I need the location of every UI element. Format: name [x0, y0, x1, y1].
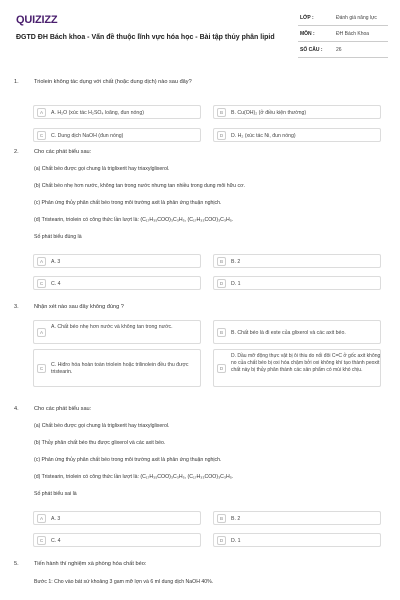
option-letter: B [217, 328, 226, 337]
option-letter: C [37, 536, 46, 545]
meta-row-class [298, 10, 388, 26]
question-number: 3. [14, 304, 19, 310]
option-text: C. Dung dịch NaOH (đun nóng) [51, 133, 124, 139]
option-text: D. H₂ (xúc tác Ni, đun nóng) [231, 133, 296, 139]
question-number: 1. [14, 79, 19, 85]
answer-option-c[interactable] [33, 349, 201, 387]
option-letter: D [217, 279, 226, 288]
answer-option-b[interactable] [213, 511, 381, 525]
answer-option-a[interactable] [33, 511, 201, 525]
option-text: C. 4 [51, 281, 61, 287]
option-letter: B [217, 514, 226, 523]
answer-option-d[interactable] [213, 276, 381, 290]
option-text: C. Hiđro hóa hoàn toàn triolein hoặc trilinolein đều thu được tristearin. [51, 362, 189, 375]
answer-option-c[interactable] [33, 533, 201, 547]
statement-c: (c) Phản ứng thủy phân chất béo trong môi trường axit là phản ứng thuận nghịch. [34, 457, 222, 463]
answer-option-c[interactable] [33, 128, 201, 142]
statement-prompt: Số phát biểu sai là [34, 491, 77, 497]
option-text: B. 2 [231, 259, 241, 265]
option-letter: C [37, 131, 46, 140]
meta-value: ĐH Bách Khoa [336, 31, 370, 37]
meta-label: SỐ CÂU : [300, 47, 323, 53]
option-text: B. 2 [231, 516, 241, 522]
question-2 [0, 149, 400, 289]
option-text: A. 3 [51, 259, 61, 265]
option-letter: B [217, 257, 226, 266]
meta-label: LỚP : [300, 15, 314, 21]
question-text: Cho các phát biểu sau: [34, 149, 92, 155]
option-letter: B [217, 108, 226, 117]
worksheet-header [0, 0, 400, 70]
statement-c: (c) Phản ứng thủy phân chất béo trong môi trường axit là phản ứng thuận nghịch. [34, 200, 222, 206]
option-letter: C [37, 279, 46, 288]
answer-option-b[interactable] [213, 320, 381, 344]
statement-prompt: Số phát biểu đúng là [34, 234, 82, 240]
option-letter: A [37, 257, 46, 266]
question-text: Nhận xét nào sau đây không đúng ? [34, 304, 124, 310]
statement-d: (d) Tristearin, triolein có công thức lần lượt là: (C₁₇H₃₅COO)₃C₃H₅, (C₁₇H₃₃COO)₃C₃H₅. [34, 217, 234, 223]
answer-option-d[interactable] [213, 349, 381, 387]
meta-value: 26 [336, 47, 342, 53]
question-4 [0, 406, 400, 546]
meta-label: MÔN : [300, 31, 315, 37]
option-text: D. 1 [231, 538, 241, 544]
statement-b: (b) Chất béo nhẹ hơn nước, không tan trong nước nhưng tan nhiều trong dung môi hữu cơ. [34, 183, 245, 189]
option-letter: D [217, 131, 226, 140]
option-letter: D [217, 364, 226, 373]
option-text: D. Dầu mỡ động thực vật bị ôi thiu do nối đôi C=C ở gốc axit không no của chất béo bị oxi hóa chậm bởi oxi không khí tạo thành peoxit chất này bị thủy phân thành các sản phẩm có mùi khó chịu. [231, 353, 381, 373]
worksheet-meta [298, 10, 388, 58]
option-letter: D [217, 536, 226, 545]
answer-option-a[interactable] [33, 105, 201, 119]
option-text: B. Cu(OH)₂ (ở điều kiện thường) [231, 110, 307, 116]
option-text: A. Chất béo nhẹ hơn nước và không tan trong nước. [51, 324, 173, 330]
meta-row-subject [298, 26, 388, 42]
answer-option-b[interactable] [213, 254, 381, 268]
option-text: A. 3 [51, 516, 61, 522]
answer-option-a[interactable] [33, 254, 201, 268]
answer-option-c[interactable] [33, 276, 201, 290]
meta-value: Đánh giá năng lực [336, 15, 377, 21]
question-1 [0, 79, 400, 139]
option-letter: C [37, 364, 46, 373]
question-number: 5. [14, 561, 19, 567]
statement-a: (a) Chất béo được gọi chung là triglixerit hay triaxylglixerol. [34, 423, 170, 429]
question-number: 4. [14, 406, 19, 412]
answer-option-b[interactable] [213, 105, 381, 119]
option-letter: A [37, 514, 46, 523]
option-text: B. Chất béo là đi este của glixerol và các axit béo. [231, 330, 346, 336]
question-3 [0, 304, 400, 379]
option-text: A. H₂O (xúc tác H₂SO₄ loãng, đun nóng) [51, 110, 144, 116]
question-number: 2. [14, 149, 19, 155]
answer-option-d[interactable] [213, 128, 381, 142]
option-letter: A [37, 108, 46, 117]
statement-d: (d) Tristearin, triolein có công thức lần lượt là: (C₁₇H₃₅COO)₃C₃H₅, (C₁₇H₃₃COO)₃C₃H₅. [34, 474, 234, 480]
question-text: Cho các phát biểu sau: [34, 406, 92, 412]
answer-option-a[interactable] [33, 320, 201, 344]
answer-option-d[interactable] [213, 533, 381, 547]
statement-b: (b) Thủy phân chất béo thu được glixerol và các axit béo. [34, 440, 166, 446]
statement-a: (a) Chất béo được gọi chung là triglixerit hay triaxylglixerol. [34, 166, 170, 172]
question-text: Triolein không tác dụng với chất (hoặc dung dịch) nào sau đây? [34, 79, 192, 85]
question-5 [0, 561, 400, 597]
question-text: Tiến hành thí nghiệm xà phòng hóa chất béo: [34, 561, 147, 567]
statement-step-1: Bước 1: Cho vào bát sứ khoảng 3 gam mỡ lợn và 6 ml dung dịch NaOH 40%. [34, 579, 214, 585]
quizizz-logo: QUIZIZZ [16, 14, 58, 26]
option-text: C. 4 [51, 538, 61, 544]
worksheet-title: ĐGTD ĐH Bách khoa - Vấn đề thuộc lĩnh vực hóa học - Bài tập thủy phân lipid [16, 34, 275, 41]
option-text: D. 1 [231, 281, 241, 287]
option-letter: A [37, 328, 46, 337]
meta-row-count [298, 42, 388, 58]
